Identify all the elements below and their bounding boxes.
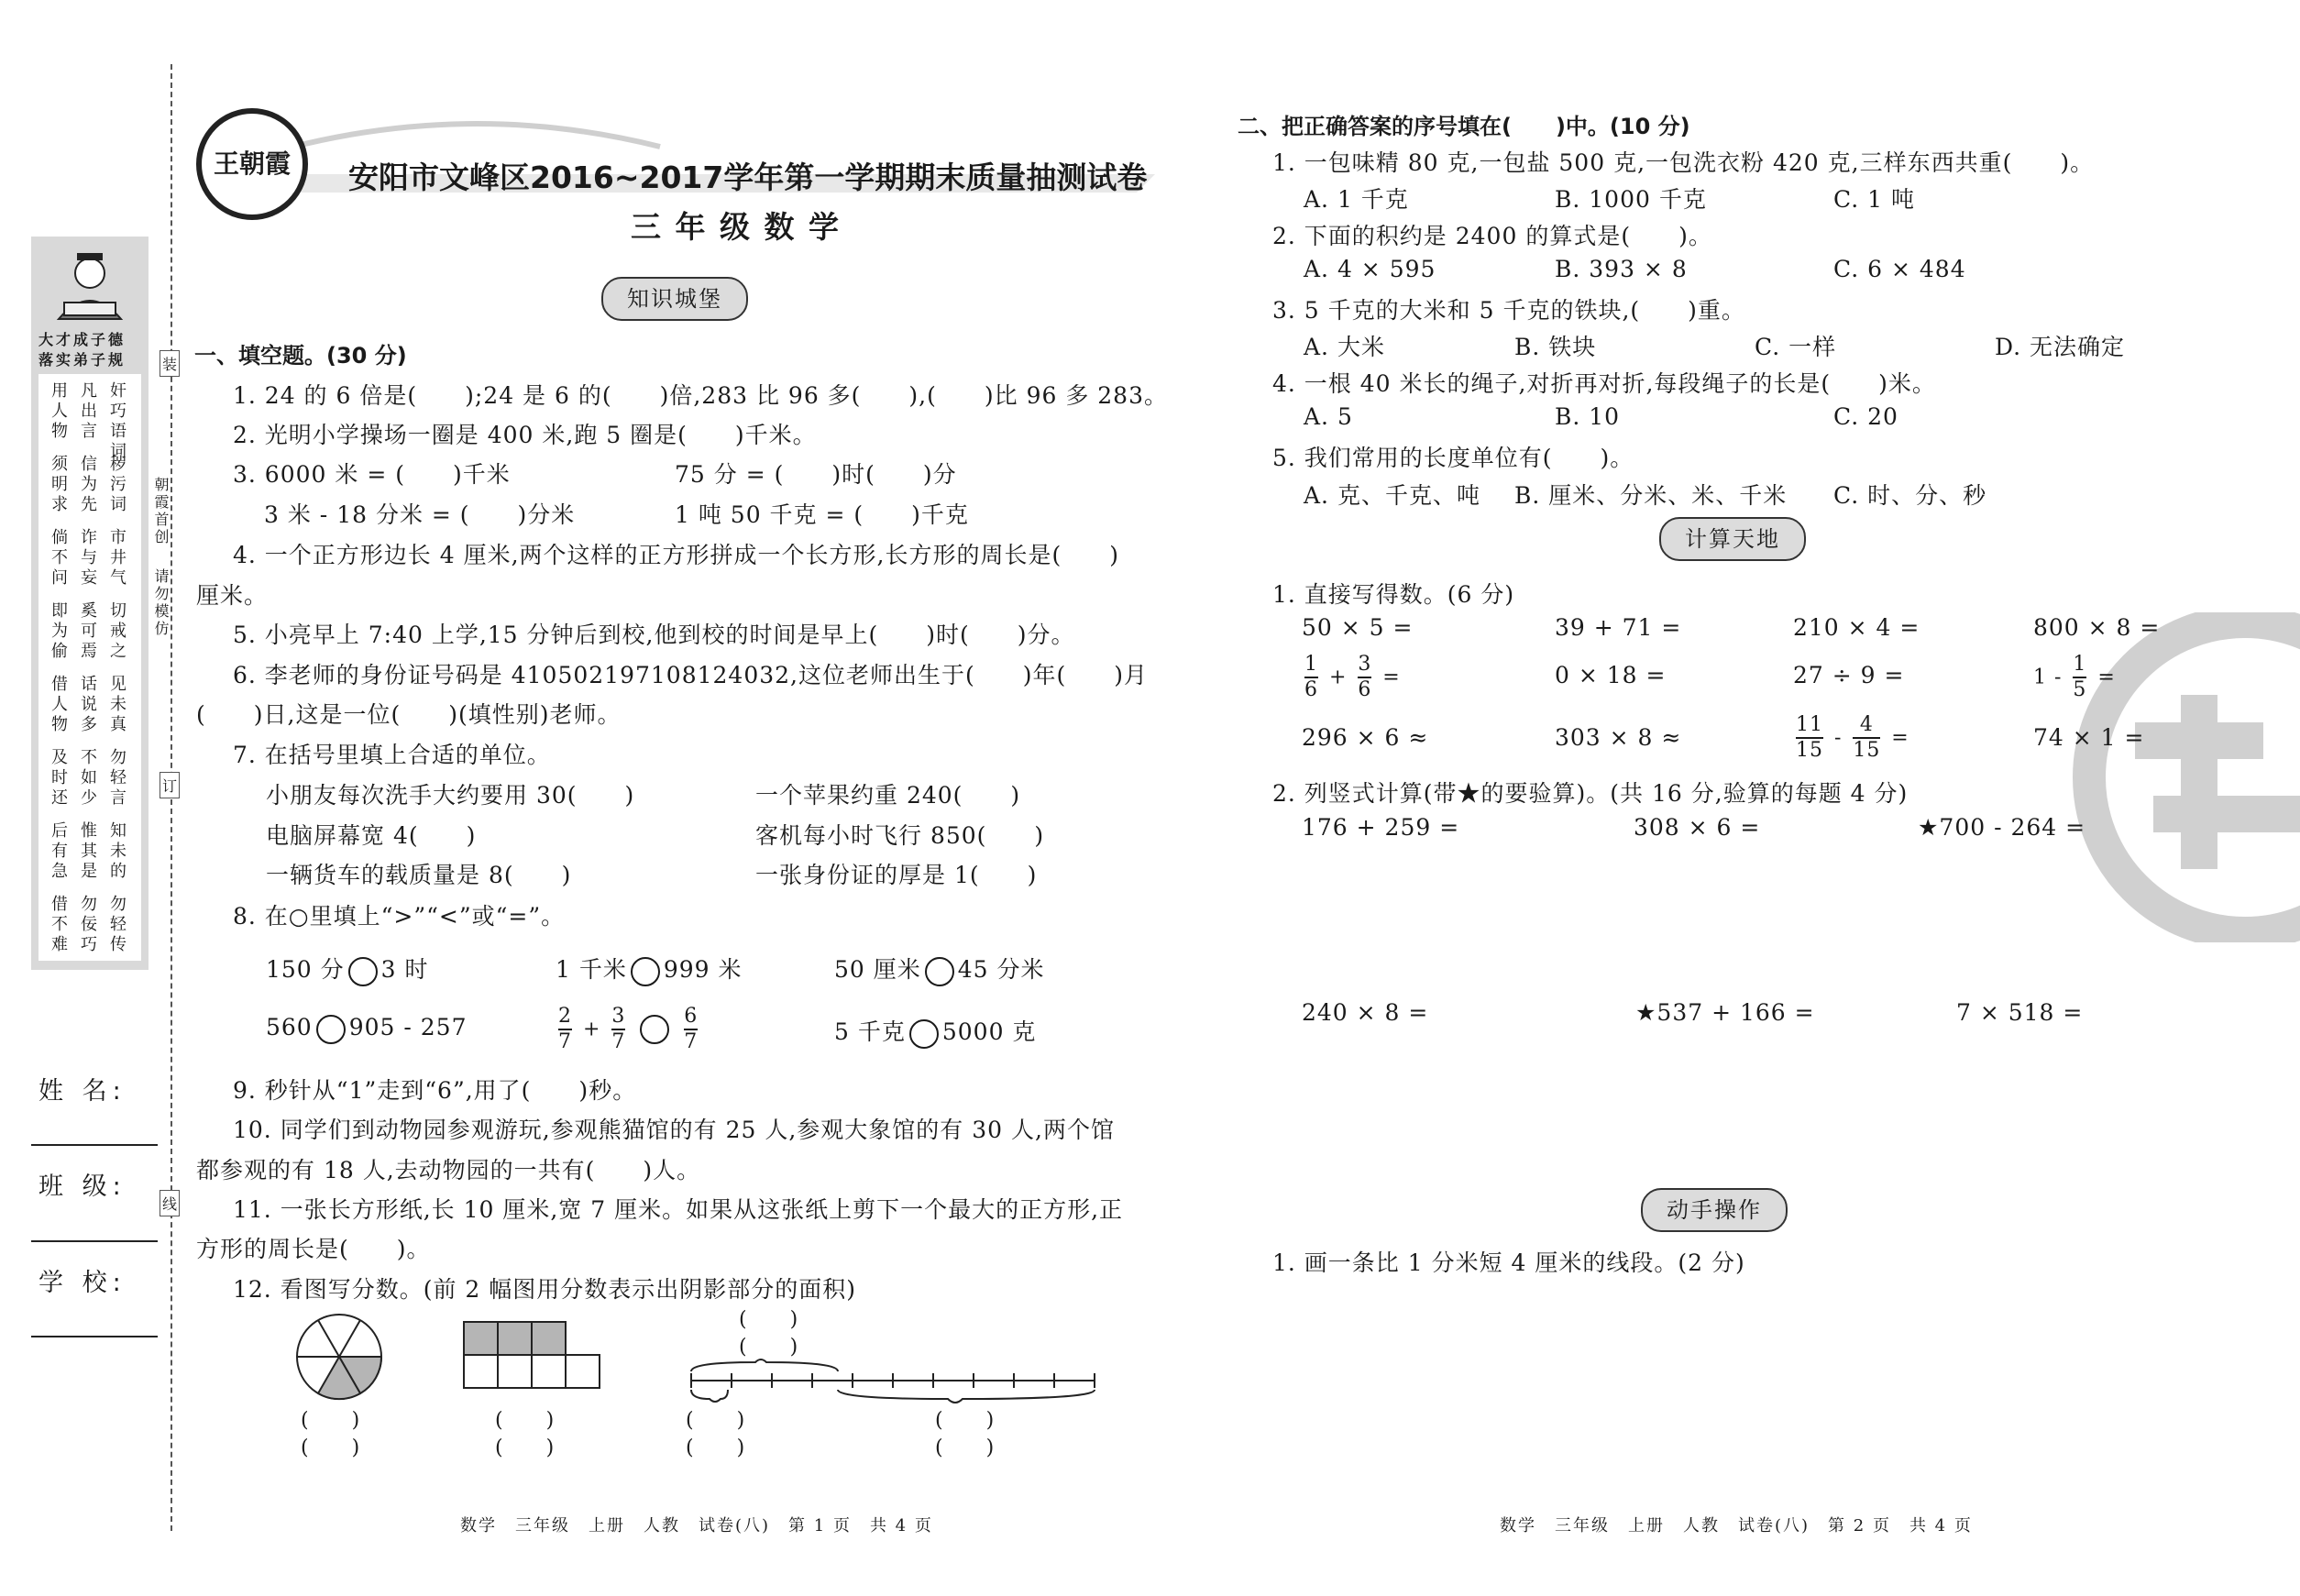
motto-text: 须明求 — [49, 455, 68, 515]
motto-text: 奸巧语词 — [107, 381, 127, 462]
motto-text: 秽污词 — [107, 455, 127, 515]
q8f-right: 5000 克 — [941, 1018, 1037, 1045]
q7d: 客机每小时飞行 850( ) — [755, 822, 1045, 849]
c2-opt-c[interactable]: C. 6 × 484 — [1833, 256, 1966, 282]
footer-left: 数学 三年级 上册 人教 试卷(八) 第 1 页 共 4 页 — [460, 1516, 933, 1535]
cut-mark-1: 装 — [160, 350, 180, 377]
logo-text: 王朝霞 — [213, 149, 291, 179]
q10b: 都参观的有 18 人,去动物园的一共有( )人。 — [196, 1157, 701, 1183]
motto-text: 诈与妄 — [78, 528, 97, 589]
k1a: 50 × 5 = — [1302, 614, 1414, 641]
c3-opt-b[interactable]: B. 铁块 — [1514, 334, 1597, 360]
q6a: 6. 李老师的身份证号码是 410502197108124032,这位老师出生于( )年( )月 — [233, 662, 1149, 688]
motto-text: 借人物 — [49, 675, 68, 735]
k1: 1. 直接写得数。(6 分) — [1272, 581, 1515, 608]
k1e: $\frac{1}{6}$ + $\frac{3}{6}$ = — [1304, 653, 1401, 701]
c3-opt-c[interactable]: C. 一样 — [1755, 334, 1837, 360]
k1c: 210 × 4 = — [1793, 614, 1920, 641]
k1i: 296 × 6 ≈ — [1302, 724, 1429, 751]
cut-mark-2: 订 — [160, 772, 180, 798]
q11b: 方形的周长是( )。 — [196, 1236, 431, 1262]
c2-opt-a[interactable]: A. 4 × 595 — [1304, 256, 1436, 282]
q1: 1. 24 的 6 倍是( );24 是 6 的( )倍,283 比 96 多( ),( )比 96 多 283。 — [233, 382, 1168, 409]
school-label: 学 校: — [39, 1269, 127, 1297]
motto-text: 见未真 — [107, 675, 127, 735]
fraction: $\frac{3}{6}$ — [1358, 653, 1372, 701]
c5-opt-c[interactable]: C. 时、分、秒 — [1833, 482, 1987, 509]
slogan-1: 大才成子德 — [39, 331, 127, 348]
compare-circle[interactable] — [925, 957, 954, 986]
c5: 5. 我们常用的长度单位有( )。 — [1272, 445, 1634, 471]
q8b — [556, 952, 743, 986]
name-line[interactable] — [31, 1144, 158, 1146]
q12-circle-figure — [293, 1311, 385, 1403]
sidebar-panel — [31, 237, 149, 970]
motto-text: 勿轻言 — [107, 748, 127, 809]
q7a: 小朋友每次洗手大约要用 30( ) — [266, 782, 635, 809]
q8a — [266, 952, 429, 986]
motto-text: 用人物 — [49, 381, 68, 442]
section-2-title: 二、把正确答案的序号填在( )中。(10 分) — [1238, 114, 1690, 139]
vertical-note-2: 请勿模仿 — [152, 568, 170, 638]
k2c: ★700 - 264 = — [1918, 814, 2086, 841]
k1d: 800 × 8 = — [2033, 614, 2161, 641]
compare-circle[interactable] — [909, 1019, 939, 1049]
q12-blank-c2[interactable]: ( ) — [686, 1436, 746, 1459]
q8c — [834, 952, 1045, 986]
c4-opt-b[interactable]: B. 10 — [1555, 403, 1621, 430]
q8b-right: 999 米 — [663, 956, 743, 983]
class-label: 班 级: — [39, 1172, 127, 1201]
q4a: 4. 一个正方形边长 4 厘米,两个这样的正方形拼成一个长方形,长方形的周长是( ) — [233, 542, 1120, 568]
motto-text: 市井气 — [107, 528, 127, 589]
q8a-right: 3 时 — [380, 956, 429, 983]
q12-blank-a1[interactable]: ( ) — [301, 1409, 361, 1432]
motto-text: 信为先 — [78, 455, 97, 515]
logo-badge — [196, 108, 308, 220]
q11a: 11. 一张长方形纸,长 10 厘米,宽 7 厘米。如果从这张纸上剪下一个最大的正方形,正 — [233, 1196, 1124, 1223]
motto-text: 倘不问 — [49, 528, 68, 589]
c3-opt-d[interactable]: D. 无法确定 — [1995, 334, 2126, 360]
k2d: 240 × 8 = — [1302, 999, 1429, 1026]
mottos-box — [39, 374, 141, 961]
c5-opt-a[interactable]: A. 克、千克、吨 — [1304, 482, 1480, 509]
motto-text: 及时还 — [49, 748, 68, 809]
compare-circle[interactable] — [348, 957, 378, 986]
k2e: ★537 + 166 = — [1635, 999, 1815, 1026]
compare-circle[interactable] — [631, 957, 660, 986]
q2: 2. 光明小学操场一圈是 400 米,跑 5 圈是( )千米。 — [233, 422, 817, 448]
k1h: 1 - $\frac{1}{5}$ = — [2033, 653, 2116, 701]
q8e: $\frac{2}{7}$ + $\frac{3}{7}$ $\frac{6}{7}$ — [558, 1005, 699, 1053]
q3c: 3 米 - 18 分米 = ( )分米 — [264, 501, 576, 528]
cut-mark-3: 线 — [160, 1190, 180, 1216]
d1: 1. 画一条比 1 分米短 4 厘米的线段。(2 分) — [1272, 1249, 1745, 1276]
compare-circle[interactable] — [316, 1015, 346, 1044]
motto-text: 惟其是 — [78, 821, 97, 882]
c4-opt-c[interactable]: C. 20 — [1833, 403, 1898, 430]
c4: 4. 一根 40 米长的绳子,对折再对折,每段绳子的长是( )米。 — [1272, 370, 1936, 397]
motto-text: 后有急 — [49, 821, 68, 882]
q5: 5. 小亮早上 7:40 上学,15 分钟后到校,他到校的时间是早上( )时( )分。 — [233, 622, 1075, 648]
q12-blank-d1[interactable]: ( ) — [935, 1409, 996, 1432]
motto-text: 即为偷 — [49, 601, 68, 662]
q7f: 一张身份证的厚是 1( ) — [755, 862, 1038, 888]
k1l: 74 × 1 = — [2033, 724, 2145, 751]
motto-text: 奚可焉 — [78, 601, 97, 662]
k1j: 303 × 8 ≈ — [1555, 724, 1682, 751]
c3-opt-a[interactable]: A. 大米 — [1304, 334, 1385, 360]
q10a: 10. 同学们到动物园参观游玩,参观熊猫馆的有 25 人,参观大象馆的有 30 人,两个馆 — [233, 1117, 1115, 1143]
fraction: $\frac{1}{6}$ — [1304, 653, 1318, 701]
c2: 2. 下面的积约是 2400 的算式是( )。 — [1272, 223, 1712, 249]
q12-blank-a2[interactable]: ( ) — [301, 1436, 361, 1459]
q7: 7. 在括号里填上合适的单位。 — [233, 742, 551, 768]
q12-blank-c1[interactable]: ( ) — [686, 1409, 746, 1432]
c2-opt-b[interactable]: B. 393 × 8 — [1555, 256, 1688, 282]
q7b: 一个苹果约重 240( ) — [755, 782, 1021, 809]
footer-right: 数学 三年级 上册 人教 试卷(八) 第 2 页 共 4 页 — [1500, 1516, 1973, 1535]
q12-blank-top1[interactable]: ( ) — [739, 1308, 799, 1331]
q9: 9. 秒针从“1”走到“6”,用了( )秒。 — [233, 1077, 637, 1104]
k1g: 27 ÷ 9 = — [1793, 662, 1905, 688]
motto-text: 知未的 — [107, 821, 127, 882]
q12-blank-d2[interactable]: ( ) — [935, 1436, 996, 1459]
c3: 3. 5 千克的大米和 5 千克的铁块,( )重。 — [1272, 297, 1745, 324]
scholar-illustration — [31, 246, 149, 328]
motto-text: 不如少 — [78, 748, 97, 809]
fraction: $\frac{6}{7}$ — [684, 1005, 699, 1053]
q8b-left: 1 千米 — [556, 956, 627, 983]
pill-calculation: 计算天地 — [1659, 517, 1806, 561]
q8d-right: 905 - 257 — [348, 1014, 468, 1040]
name-label: 姓 名: — [39, 1077, 127, 1106]
motto-text: 话说多 — [78, 675, 97, 735]
q8d-left: 560 — [266, 1014, 313, 1040]
q12-blank-b1[interactable]: ( ) — [495, 1409, 556, 1432]
k1b: 39 + 71 = — [1555, 614, 1682, 641]
motto-text: 切戒之 — [107, 601, 127, 662]
c5-opt-b[interactable]: B. 厘米、分米、米、千米 — [1514, 482, 1788, 509]
q8f — [834, 1014, 1036, 1049]
q12: 12. 看图写分数。(前 2 幅图用分数表示出阴影部分的面积) — [233, 1276, 857, 1303]
q12-blank-top2[interactable]: ( ) — [739, 1336, 799, 1359]
exam-title: 安阳市文峰区2016~2017学年第一学期期末质量抽测试卷 — [348, 160, 1148, 195]
k2: 2. 列竖式计算(带★的要验算)。(共 16 分,验算的每题 4 分) — [1272, 780, 1909, 807]
k1k: $\frac{11}{15}$ - $\frac{4}{15}$ = — [1796, 713, 1909, 762]
c1-opt-c[interactable]: C. 1 吨 — [1833, 186, 1915, 213]
fraction: $\frac{4}{15}$ — [1853, 713, 1881, 762]
vertical-note-1: 朝霞首创 — [152, 477, 170, 546]
fraction: $\frac{2}{7}$ — [558, 1005, 572, 1053]
q6b: ( )日,这是一位( )(填性别)老师。 — [196, 701, 622, 728]
fraction: $\frac{1}{5}$ — [2073, 653, 2087, 701]
q7c: 电脑屏幕宽 4( ) — [266, 822, 477, 849]
q3a: 3. 6000 米 = ( )千米 — [233, 461, 511, 488]
pill-hands-on: 动手操作 — [1641, 1188, 1788, 1232]
q8f-left: 5 千克 — [834, 1018, 906, 1045]
school-line[interactable] — [31, 1336, 158, 1337]
q3b: 75 分 = ( )时( )分 — [675, 461, 957, 488]
section-1-title: 一、填空题。(30 分) — [194, 343, 407, 369]
q12-blank-b2[interactable]: ( ) — [495, 1436, 556, 1459]
slogan-2: 落实弟子规 — [39, 351, 127, 369]
q12-grid-figure — [462, 1320, 603, 1393]
q8a-left: 150 分 — [266, 956, 345, 983]
c1: 1. 一包味精 80 克,一包盐 500 克,一包洗衣粉 420 克,三样东西共重( )。 — [1272, 149, 2095, 176]
q3d: 1 吨 50 千克 = ( )千克 — [675, 501, 969, 528]
q8c-left: 50 厘米 — [834, 956, 921, 983]
motto-text: 勿佞巧 — [78, 895, 97, 955]
exam-subtitle: 三 年 级 数 学 — [631, 209, 841, 245]
c4-opt-a[interactable]: A. 5 — [1304, 403, 1353, 430]
q8d — [266, 1014, 468, 1044]
q8: 8. 在○里填上“>”“<”或“=”。 — [233, 903, 566, 930]
q7e: 一辆货车的载质量是 8( ) — [266, 862, 572, 888]
motto-text: 勿轻传 — [107, 895, 127, 955]
class-line[interactable] — [31, 1240, 158, 1242]
c1-opt-a[interactable]: A. 1 千克 — [1304, 186, 1409, 213]
pill-knowledge: 知识城堡 — [601, 277, 748, 321]
q8c-right: 45 分米 — [957, 956, 1045, 983]
motto-text: 借不难 — [49, 895, 68, 955]
c1-opt-b[interactable]: B. 1000 千克 — [1555, 186, 1707, 213]
q4b: 厘米。 — [196, 582, 269, 609]
k2b: 308 × 6 = — [1634, 814, 1761, 841]
k1f: 0 × 18 = — [1555, 662, 1667, 688]
motto-text: 凡出言 — [78, 381, 97, 442]
k2f: 7 × 518 = — [1956, 999, 2084, 1026]
k2a: 176 + 259 = — [1302, 814, 1460, 841]
fraction: $\frac{3}{7}$ — [611, 1005, 626, 1053]
compare-circle[interactable] — [640, 1015, 669, 1044]
fraction: $\frac{11}{15}$ — [1796, 713, 1823, 762]
